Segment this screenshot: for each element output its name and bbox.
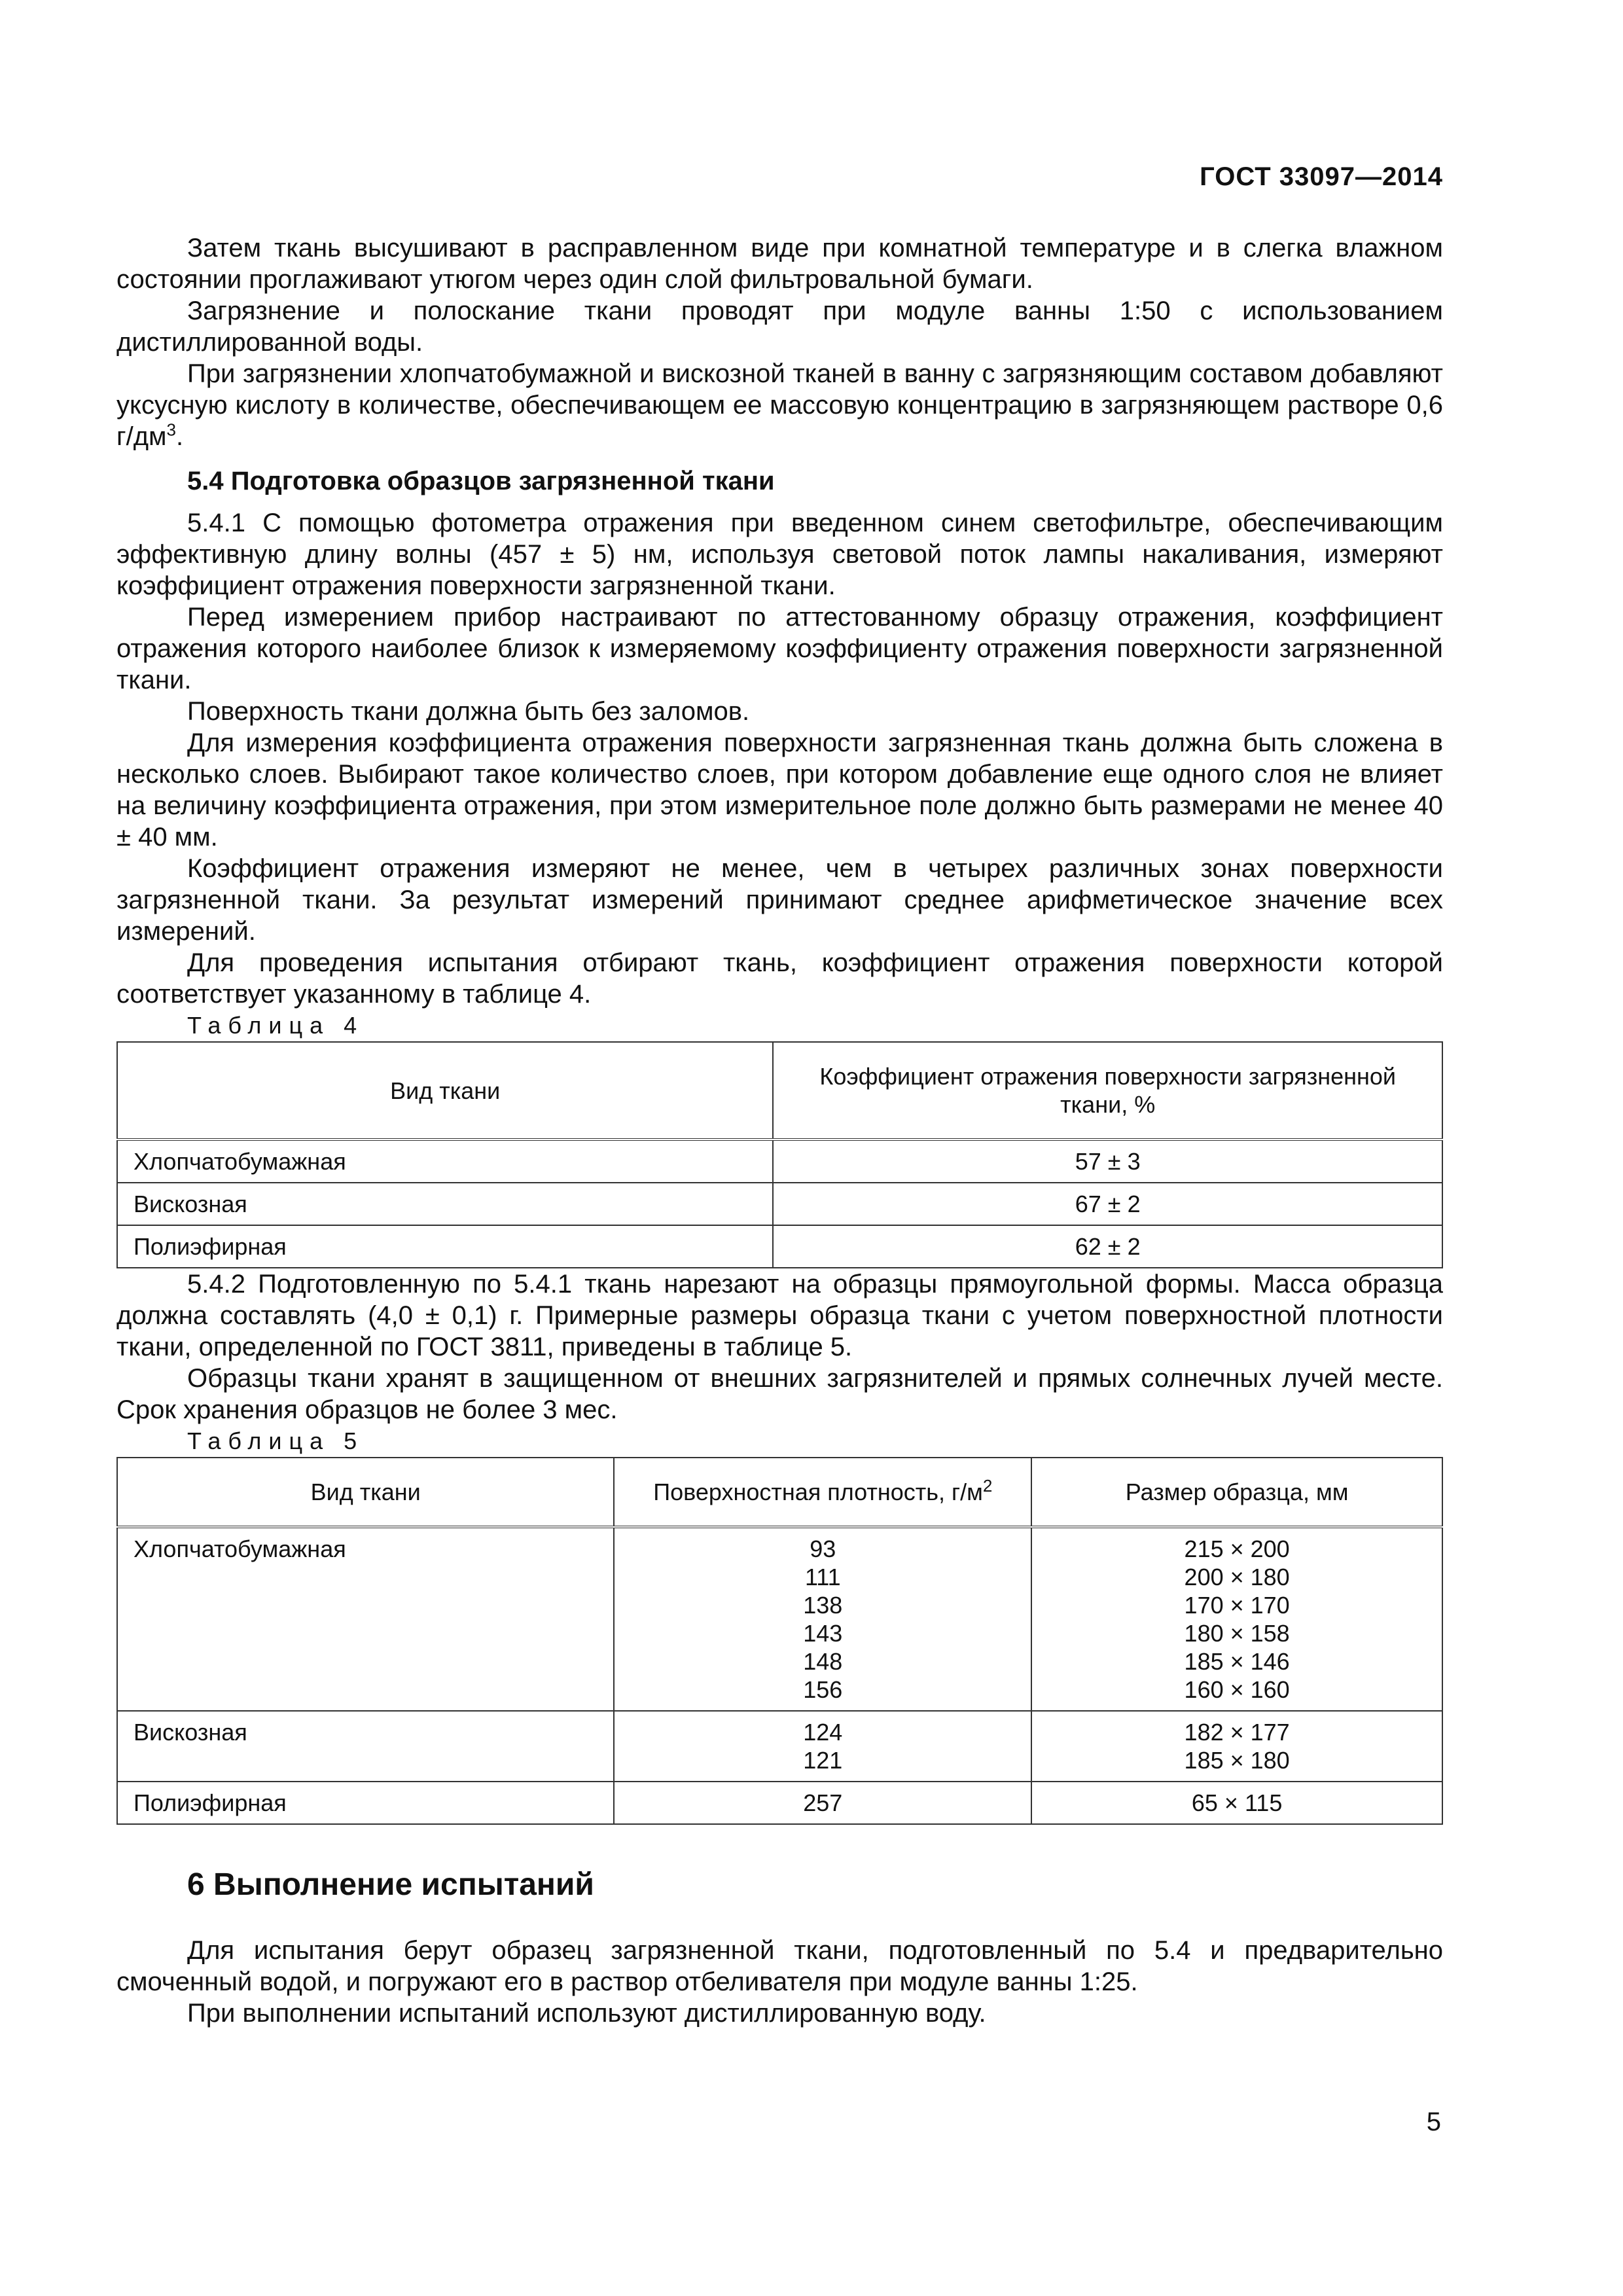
- size-value: 185 × 180: [1184, 1747, 1290, 1774]
- size-value: 65 × 115: [1191, 1789, 1283, 1816]
- table-cell: Полиэфирная: [117, 1225, 773, 1268]
- density-value: 138: [803, 1592, 843, 1619]
- density-value: 148: [803, 1648, 843, 1675]
- table-row: [117, 1225, 1442, 1268]
- table-cell: [1031, 1782, 1442, 1824]
- table-header-row: [117, 1042, 1442, 1139]
- paragraph: 5.4.1 С помощью фотометра отражения при введенном синем светофильтре, обеспечивающим эффективную длину волны (457 ± 5) нм, используя световой поток лампы накаливания, измеряют коэффициент отражения поверхности загрязненной ткани.: [116, 509, 1443, 600]
- table-cell: Вискозная: [117, 1183, 773, 1225]
- table-header-cell: Размер образца, мм: [1031, 1458, 1442, 1527]
- header-text: Поверхностная плотность, г/м: [653, 1479, 983, 1505]
- table-5-title: Таблица 5: [187, 1427, 365, 1454]
- size-value: 185 × 146: [1184, 1648, 1290, 1675]
- page-content: [116, 232, 1443, 2029]
- table-cell: Хлопчатобумажная: [117, 1527, 614, 1711]
- table-header-cell: Вид ткани: [117, 1042, 773, 1139]
- table-row: [117, 1139, 1442, 1183]
- size-value: 182 × 177: [1184, 1719, 1290, 1746]
- page-number: 5: [1426, 2108, 1441, 2136]
- table-5: [116, 1457, 1443, 1825]
- paragraph: Перед измерением прибор настраивают по аттестованному образцу отражения, коэффициент отражения которого наиболее близок к измеряемому коэффициенту отражения поверхности загрязненной ткани.: [116, 603, 1443, 694]
- table-cell: [1031, 1711, 1442, 1782]
- size-value: 200 × 180: [1184, 1564, 1290, 1590]
- table-cell: [1031, 1527, 1442, 1711]
- paragraph: Образцы ткани хранят в защищенном от внешних загрязнителей и прямых солнечных лучей месте. Срок хранения образцов не более 3 мес.: [116, 1364, 1443, 1424]
- density-value: 121: [803, 1747, 843, 1774]
- size-value: 160 × 160: [1184, 1676, 1290, 1703]
- table-row: [117, 1527, 1442, 1711]
- size-value: 215 × 200: [1184, 1535, 1290, 1562]
- table-cell: Вискозная: [117, 1711, 614, 1782]
- table-header-cell: [614, 1458, 1031, 1527]
- density-value: 111: [804, 1564, 841, 1590]
- section-5-4-title: 5.4 Подготовка образцов загрязненной ткани: [187, 467, 775, 495]
- table-cell: 67 ± 2: [773, 1183, 1442, 1225]
- paragraph: Поверхность ткани должна быть без заломов.: [187, 697, 750, 726]
- superscript: 3: [166, 420, 177, 440]
- density-value: 156: [803, 1676, 843, 1703]
- table-header-row: [117, 1458, 1442, 1527]
- table-4: [116, 1041, 1443, 1268]
- density-value: 143: [803, 1620, 843, 1647]
- paragraph: 5.4.2 Подготовленную по 5.4.1 ткань нарезают на образцы прямоугольной формы. Масса образца должна составлять (4,0 ± 0,1) г. Примерные размеры образца ткани с учетом поверхностной плотности ткани, определенной по ГОСТ 3811, приведены в таблице 5.: [116, 1270, 1443, 1361]
- paragraph: Для измерения коэффициента отражения поверхности загрязненная ткань должна быть сложена в несколько слоев. Выбирают такое количество слоев, при котором добавление еще одного слоя не влияет на величину коэффициента отражения, при этом измерительное поле должно быть размерами не менее 40 ± 40 мм.: [116, 728, 1443, 852]
- paragraph-end: .: [176, 422, 184, 451]
- paragraph-text: При загрязнении хлопчатобумажной и вискозной тканей в ванну с загрязняющим составом добавляют уксусную кислоту в количестве, обеспечивающем ее массовую концентрацию в загрязняющем растворе 0,6 г/дм: [116, 359, 1443, 451]
- table-row: [117, 1711, 1442, 1782]
- paragraph: Затем ткань высушивают в расправленном виде при комнатной температуре и в слегка влажном состоянии проглаживают утюгом через один слой фильтровальной бумаги.: [116, 234, 1443, 294]
- table-cell: [614, 1782, 1031, 1824]
- table-header-cell: Коэффициент отражения поверхности загрязненной ткани, %: [773, 1042, 1442, 1139]
- paragraph: При выполнении испытаний используют дистиллированную воду.: [187, 1999, 986, 2028]
- size-value: 180 × 158: [1184, 1620, 1290, 1647]
- superscript: 2: [982, 1476, 993, 1496]
- density-value: 257: [803, 1789, 843, 1816]
- table-row: [117, 1782, 1442, 1824]
- table-row: [117, 1183, 1442, 1225]
- section-6-title: 6 Выполнение испытаний: [187, 1867, 594, 1902]
- paragraph: Загрязнение и полоскание ткани проводят при модуле ванны 1:50 с использованием дистиллированной воды.: [116, 296, 1443, 357]
- table-cell: [614, 1527, 1031, 1711]
- paragraph: [116, 358, 1443, 452]
- document-code: ГОСТ 33097—2014: [1200, 162, 1443, 191]
- paragraph: Коэффициент отражения измеряют не менее, чем в четырех различных зонах поверхности загрязненной ткани. За результат измерений принимают среднее арифметическое значение всех измерений.: [116, 854, 1443, 946]
- table-cell: 57 ± 3: [773, 1139, 1442, 1183]
- density-value: 93: [810, 1535, 836, 1562]
- table-cell: Хлопчатобумажная: [117, 1139, 773, 1183]
- table-4-title: Таблица 4: [187, 1012, 365, 1039]
- paragraph: Для проведения испытания отбирают ткань, коэффициент отражения поверхности которой соответствует указанному в таблице 4.: [116, 948, 1443, 1009]
- table-cell: Полиэфирная: [117, 1782, 614, 1824]
- table-header-cell: Вид ткани: [117, 1458, 614, 1527]
- table-cell: [614, 1711, 1031, 1782]
- paragraph: Для испытания берут образец загрязненной ткани, подготовленный по 5.4 и предварительно смоченный водой, и погружают его в раствор отбеливателя при модуле ванны 1:25.: [116, 1936, 1443, 1996]
- table-cell: 62 ± 2: [773, 1225, 1442, 1268]
- density-value: 124: [803, 1719, 843, 1746]
- size-value: 170 × 170: [1184, 1592, 1290, 1619]
